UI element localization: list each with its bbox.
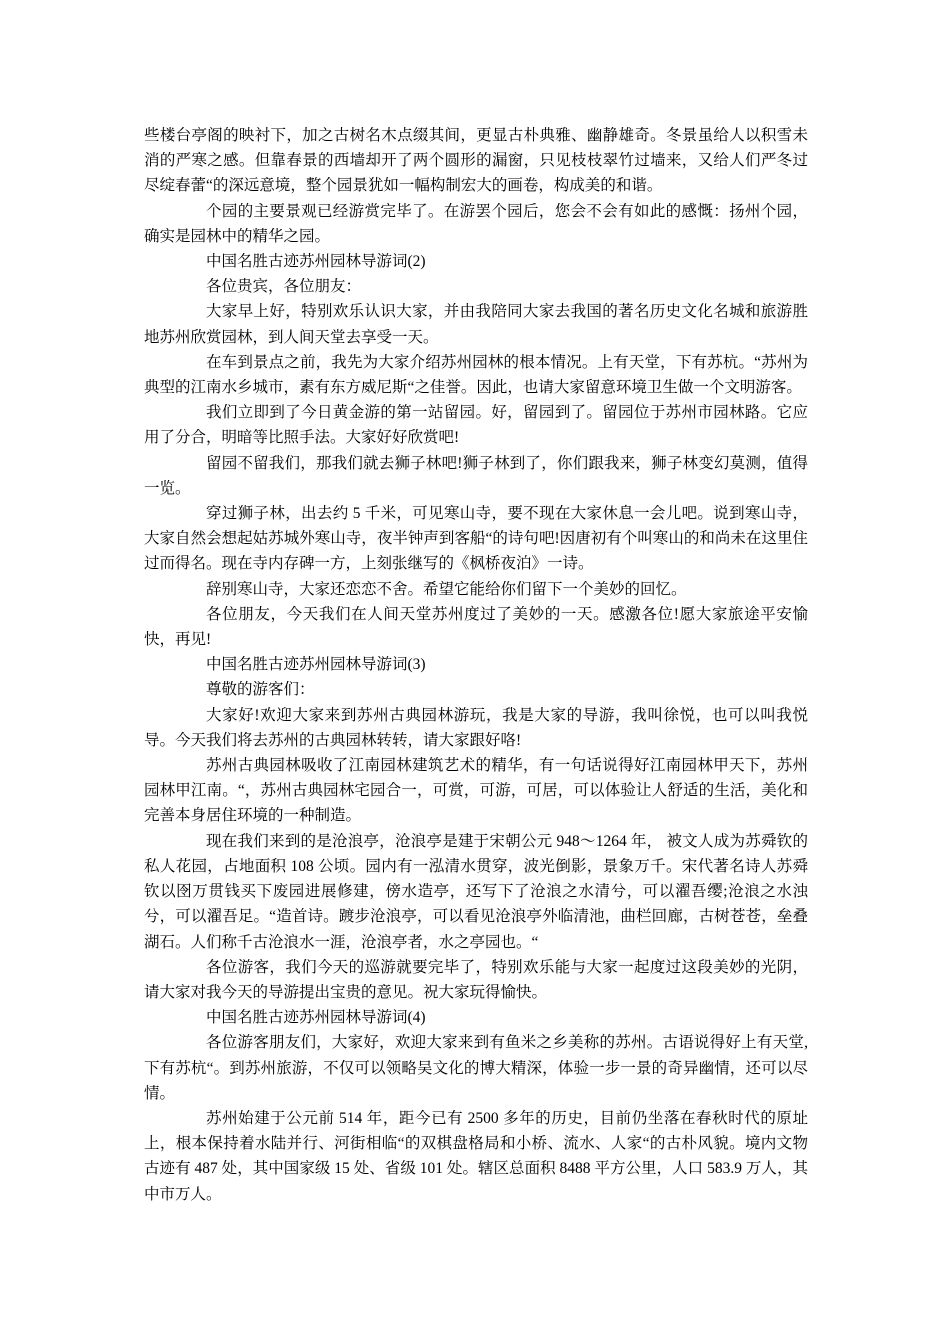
section-heading: 中国名胜古迹苏州园林导游词(4) — [206, 1009, 426, 1027]
paragraph: 大家好!欢迎大家来到苏州古典园林游玩，我是大家的导游，我叫徐悦，也可以叫我悦导。今天我们将去苏州的古典园林转转，请大家跟好咯! — [144, 706, 808, 749]
paragraph: 留园不留我们，那我们就去狮子林吧!狮子林到了，你们跟我来，狮子林变幻莫测，值得一览。 — [144, 454, 808, 497]
paragraph: 些楼台亭阁的映衬下，加之古树名木点缀其间，更显古朴典雅、幽静雄奇。冬景虽给人以积雪未消的严寒之感。但靠春景的西墙却开了两个圆形的漏窗，只见枝枝翠竹过墙来，又给人们严冬过尽绽春蕾“的深远意境，整个园景犹如一幅构制宏大的画卷，构成美的和谐。 — [144, 127, 808, 195]
section-heading: 中国名胜古迹苏州园林导游词(2) — [206, 253, 426, 271]
paragraph: 各位游客，我们今天的巡游就要完毕了，特别欢乐能与大家一起度过这段美妙的光阴，请大家对我今天的导游提出宝贵的意见。祝大家玩得愉快。 — [144, 958, 808, 1001]
paragraph: 辞别寒山寺，大家还恋恋不舍。希望它能给你们留下一个美妙的回忆。 — [206, 580, 687, 598]
paragraph: 穿过狮子林，出去约 5 千米，可见寒山寺，要不现在大家休息一会儿吧。说到寒山寺，大家自然会想起姑苏城外寒山寺，夜半钟声到客船“的诗句吧!因唐初有个叫寒山的和尚未在这里住过而得名。现在寺内存碑一方，上刻张继写的《枫桥夜泊》一诗。 — [144, 505, 808, 573]
paragraph: 我们立即到了今日黄金游的第一站留园。好，留园到了。留园位于苏州市园林路。它应用了分合，明暗等比照手法。大家好好欣赏吧! — [144, 404, 808, 447]
paragraph: 各位游客朋友们，大家好，欢迎大家来到有鱼米之乡美称的苏州。古语说得好上有天堂,下有苏杭“。到苏州旅游，不仅可以领略吴文化的博大精深，体验一步一景的奇异幽情，还可以尽情。 — [144, 1034, 808, 1102]
section-heading: 中国名胜古迹苏州园林导游词(3) — [206, 656, 426, 674]
paragraph: 苏州古典园林吸收了江南园林建筑艺术的精华，有一句话说得好江南园林甲天下，苏州园林甲江南。“，苏州古典园林宅园合一，可赏，可游，可居，可以体验让人舒适的生活，美化和完善本身居住环境的一种制造。 — [144, 757, 808, 825]
salutation: 尊敬的游客们： — [206, 681, 315, 699]
salutation: 各位贵宾，各位朋友： — [206, 278, 362, 296]
paragraph: 个园的主要景观已经游赏完毕了。在游罢个园后，您会不会有如此的感慨：扬州个园，确实是园林中的精华之园。 — [144, 202, 808, 245]
paragraph: 苏州始建于公元前 514 年，距今已有 2500 多年的历史，目前仍坐落在春秋时代的原址上，根本保持着水陆并行、河街相临“的双棋盘格局和小桥、流水、人家“的古朴风貌。境内文物古迹有 487 处，其中国家级 15 处、省级 101 处。辖区总面积 8488 平方公里，人口 583.9 万人，其中市万人。 — [144, 1109, 808, 1203]
paragraph: 大家早上好，特别欢乐认识大家，并由我陪同大家去我国的著名历史文化名城和旅游胜地苏州欣赏园林，到人间天堂去享受一天。 — [144, 303, 808, 346]
document-body — [144, 123, 808, 1207]
paragraph: 在车到景点之前，我先为大家介绍苏州园林的根本情况。上有天堂，下有苏杭。“苏州为典型的江南水乡城市，素有东方威尼斯“之佳誉。因此，也请大家留意环境卫生做一个文明游客。 — [144, 353, 808, 397]
paragraph: 各位朋友，今天我们在人间天堂苏州度过了美妙的一天。感激各位!愿大家旅途平安愉快，再见! — [144, 605, 808, 649]
paragraph: 现在我们来到的是沧浪亭，沧浪亭是建于宋朝公元 948～1264 年， 被文人成为苏舜钦的私人花园，占地面积 108 公顷。园内有一泓清水贯穿，波光倒影，景象万千。宋代著名诗人苏舜钦以囹万贯钱买下废园进展修建，傍水造亭，还写下了沧浪之水清兮，可以濯吾缨;沧浪之水浊兮，可以濯吾足。“造首诗。踱步沧浪亭，可以看见沧浪亭外临清池，曲栏回廊，古树苍苍，垒叠湖石。人们称千古沧浪水一涯，沧浪亭者，水之亭园也。“ — [144, 832, 808, 951]
